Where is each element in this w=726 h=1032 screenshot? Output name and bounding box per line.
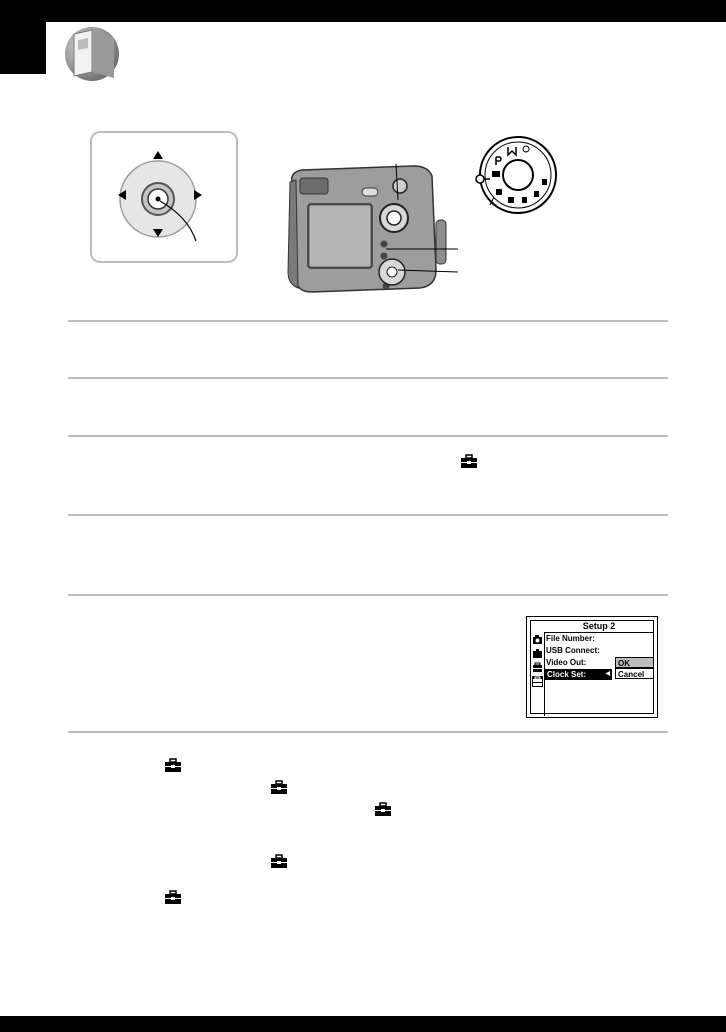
- menu-item-clock-set[interactable]: [545, 669, 612, 680]
- step-divider: [68, 320, 668, 322]
- step-divider: [68, 514, 668, 516]
- toolbox-icon: [270, 854, 288, 868]
- screen-title: Setup 2: [544, 620, 654, 633]
- option-cancel[interactable]: Cancel: [615, 668, 654, 679]
- setup-screen: [526, 616, 658, 718]
- control-button-icon: [92, 133, 236, 261]
- menu-item-video-out[interactable]: Video Out:: [546, 658, 587, 667]
- toolbox-icon: [374, 802, 392, 816]
- menu-item-usb-connect[interactable]: USB Connect:: [546, 646, 600, 655]
- option-ok[interactable]: OK: [615, 657, 654, 668]
- step-divider: [68, 594, 668, 596]
- step-divider: [68, 435, 668, 437]
- header-bar: [0, 0, 726, 22]
- step-divider: [68, 731, 668, 733]
- chapter-index-icon: [64, 26, 120, 82]
- menu-item-file-number[interactable]: File Number:: [546, 634, 595, 643]
- memory-tab-icon: [532, 648, 543, 659]
- menu-item-label: Clock Set:: [547, 670, 587, 679]
- step-divider: [68, 377, 668, 379]
- screen-tabs: [531, 632, 545, 716]
- setup2-tab-icon: [532, 676, 543, 687]
- mode-dial-icon: [466, 135, 566, 225]
- toolbox-icon: [460, 454, 478, 468]
- chapter-tab: [0, 22, 46, 74]
- left-arrow-icon: ◀: [605, 671, 610, 677]
- toolbox-icon: [270, 780, 288, 794]
- control-button-panel: [90, 131, 238, 263]
- toolbox-icon: [164, 758, 182, 772]
- footer-bar: [0, 1016, 726, 1032]
- camera-illustration: [286, 160, 466, 302]
- setup1-tab-icon: [532, 662, 543, 673]
- camera-tab-icon: [532, 634, 543, 645]
- toolbox-icon: [164, 890, 182, 904]
